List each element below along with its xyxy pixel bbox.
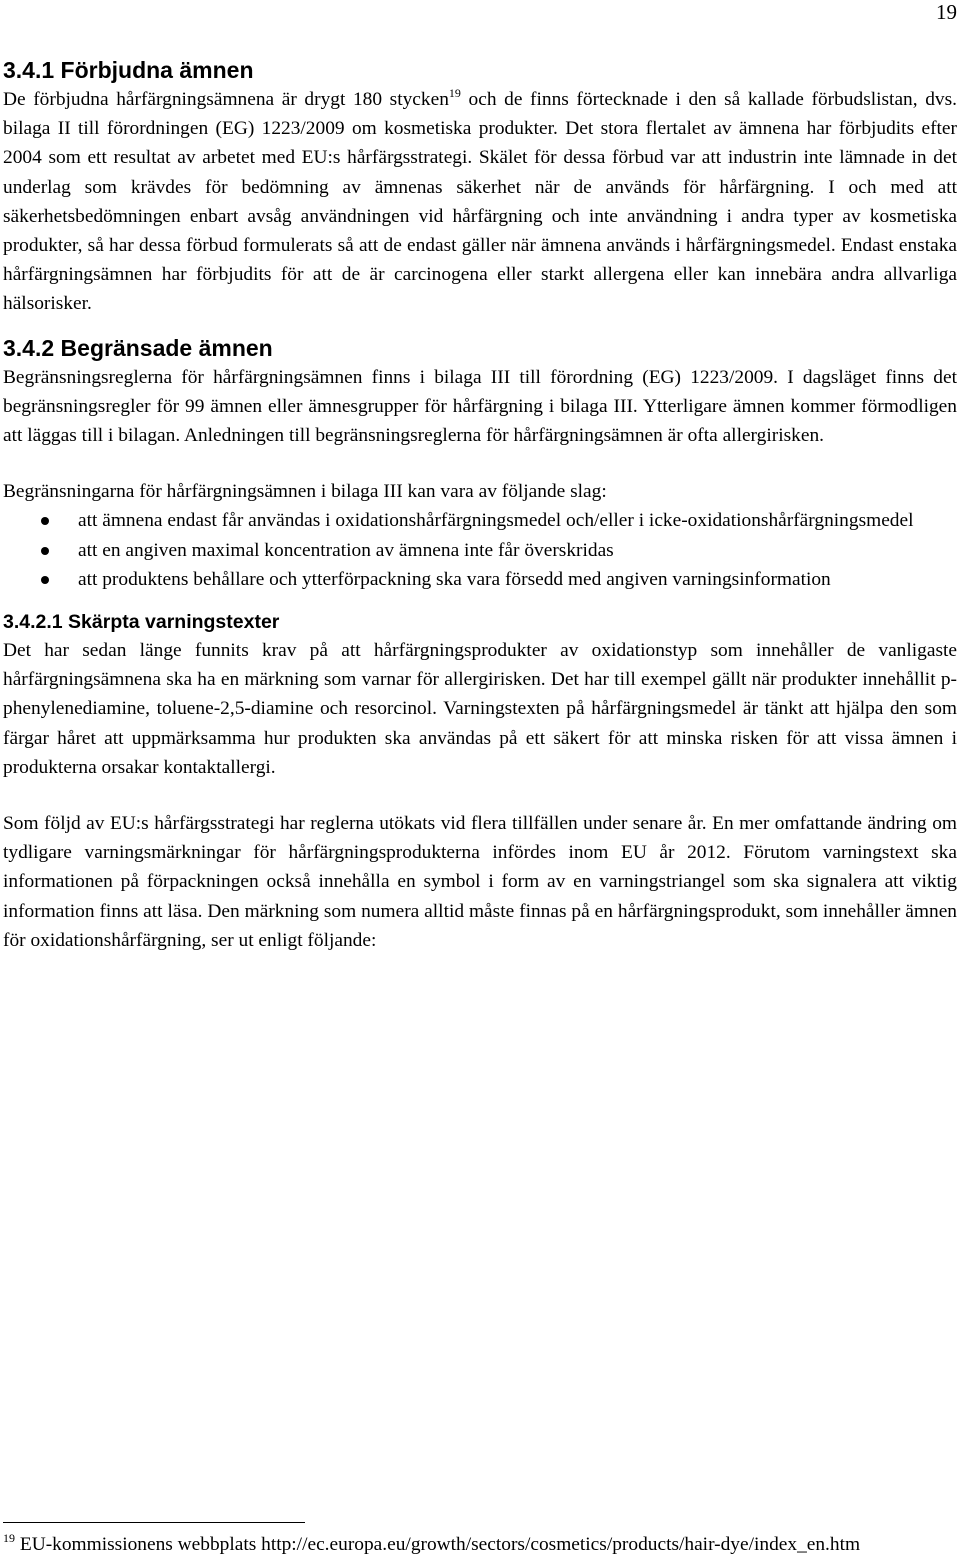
section-heading-forbjudna-amnen: 3.4.1 Förbjudna ämnen <box>3 57 254 83</box>
footnote-number: 19 <box>3 1531 15 1545</box>
list-item <box>3 506 957 535</box>
paragraph-text: De förbjudna hårfärgningsämnena är drygt 180 stycken <box>3 89 449 110</box>
paragraph-varningskrav: Det har sedan länge funnits krav på att hårfärgningsprodukter av oxidationstyp som innehåller de vanligaste hårfärgningsämnena ska ha en märkning som varnar för allergirisken. Det har till exempel gällt när produkter innehållit p-phenylenediamine, toluene-2,5-diamine och resorcinol. Varningstexten på hårfärgningsmedel är tänkt att hjälpa den som färgar håret att uppmärksamma hur produkten ska användas på ett säkert för att minska risken för att vissa ämnen i produkterna orsakar kontaktallergi. <box>3 640 957 778</box>
bullet-icon <box>41 547 49 555</box>
footnote <box>3 1532 957 1558</box>
paragraph-text: och de finns förtecknade i den så kallade förbudslistan, dvs. bilaga II till förordningen (EG) 1223/2009 om kosmetiska produkter. Det stora flertalet av ämnena har förbjudits efter 2004 som ett resultat av arbetet med EU:s hårfärgsstrategi. Skälet för dessa förbud var att industrin inte lämnade in det underlag som krävdes för bedömning av ämnenas säkerhet när de används för hårfärgning. I och med att säkerhetsbedömningen enbart avsåg användningen vid hårfärgning och inte användning i andra typer av kosmetiska produkter, så har dessa förbud formulerats så att de endast gäller när ämnena används i hårfärgningsmedel. Endast enstaka hårfärgningsämnen har förbjudits för att de är carcinogena eller starkt allergena eller kan innebära andra allvarliga hälsorisker. <box>3 89 957 315</box>
list-item-text: att ämnena endast får användas i oxidationshårfärgningsmedel och/eller i icke-oxidationshårfärgningsmedel <box>78 510 914 532</box>
bullet-icon <box>41 517 49 525</box>
list-item-text: att produktens behållare och ytterförpackning ska vara försedd med angiven varningsinformation <box>78 568 831 590</box>
paragraph-regelutokning: Som följd av EU:s hårfärgsstrategi har reglerna utökats vid flera tillfällen under senare år. En mer omfattande ändring om tydligare varningsmärkningar för hårfärgningsprodukterna infördes inom EU år 2012. Förutom varningstext ska informationen på förpackningen också innehålla en symbol i form av en varningstriangel som ska signalera att viktig information finns att läsa. Den märkning som numera alltid måste finnas på en hårfärgningsprodukt, som innehåller ämnen för oxidationshårfärgning, ser ut enligt följande: <box>3 813 957 951</box>
section-heading-begransade-amnen: 3.4.2 Begränsade ämnen <box>3 334 273 361</box>
paragraph-forbjudna-amnen <box>3 85 957 319</box>
list-item-text: att en angiven maximal koncentration av ämnena inte får överskridas <box>78 539 614 561</box>
list-item <box>3 565 957 594</box>
restriction-list <box>3 506 957 594</box>
document-body <box>3 55 957 955</box>
paragraph-begransningar-slag: Begränsningarna för hårfärgningsämnen i bilaga III kan vara av följande slag: <box>3 481 607 503</box>
paragraph-begransningsregler: Begränsningsreglerna för hårfärgningsämnen finns i bilaga III till förordning (EG) 1223/2009. I dagsläget finns det begränsningsregler för 99 ämnen eller ämnesgrupper för hårfärgning i bilaga III. Ytterligare ämnen kommer förmodligen att läggas till i bilagan. Anledningen till begränsningsreglerna för hårfärgningsämnen är ofta allergirisken. <box>3 366 957 447</box>
list-item <box>3 536 957 565</box>
footnote-text: EU-kommissionens webbplats http://ec.europa.eu/growth/sectors/cosmetics/products/hair-dye/index_en.htm <box>15 1534 861 1555</box>
footnote-separator <box>3 1522 305 1523</box>
bullet-icon <box>41 576 49 584</box>
footnote-reference[interactable]: 19 <box>448 86 461 100</box>
subsection-heading-skarpta-varningstexter: 3.4.2.1 Skärpta varningstexter <box>3 611 280 634</box>
page-number: 19 <box>936 0 957 24</box>
